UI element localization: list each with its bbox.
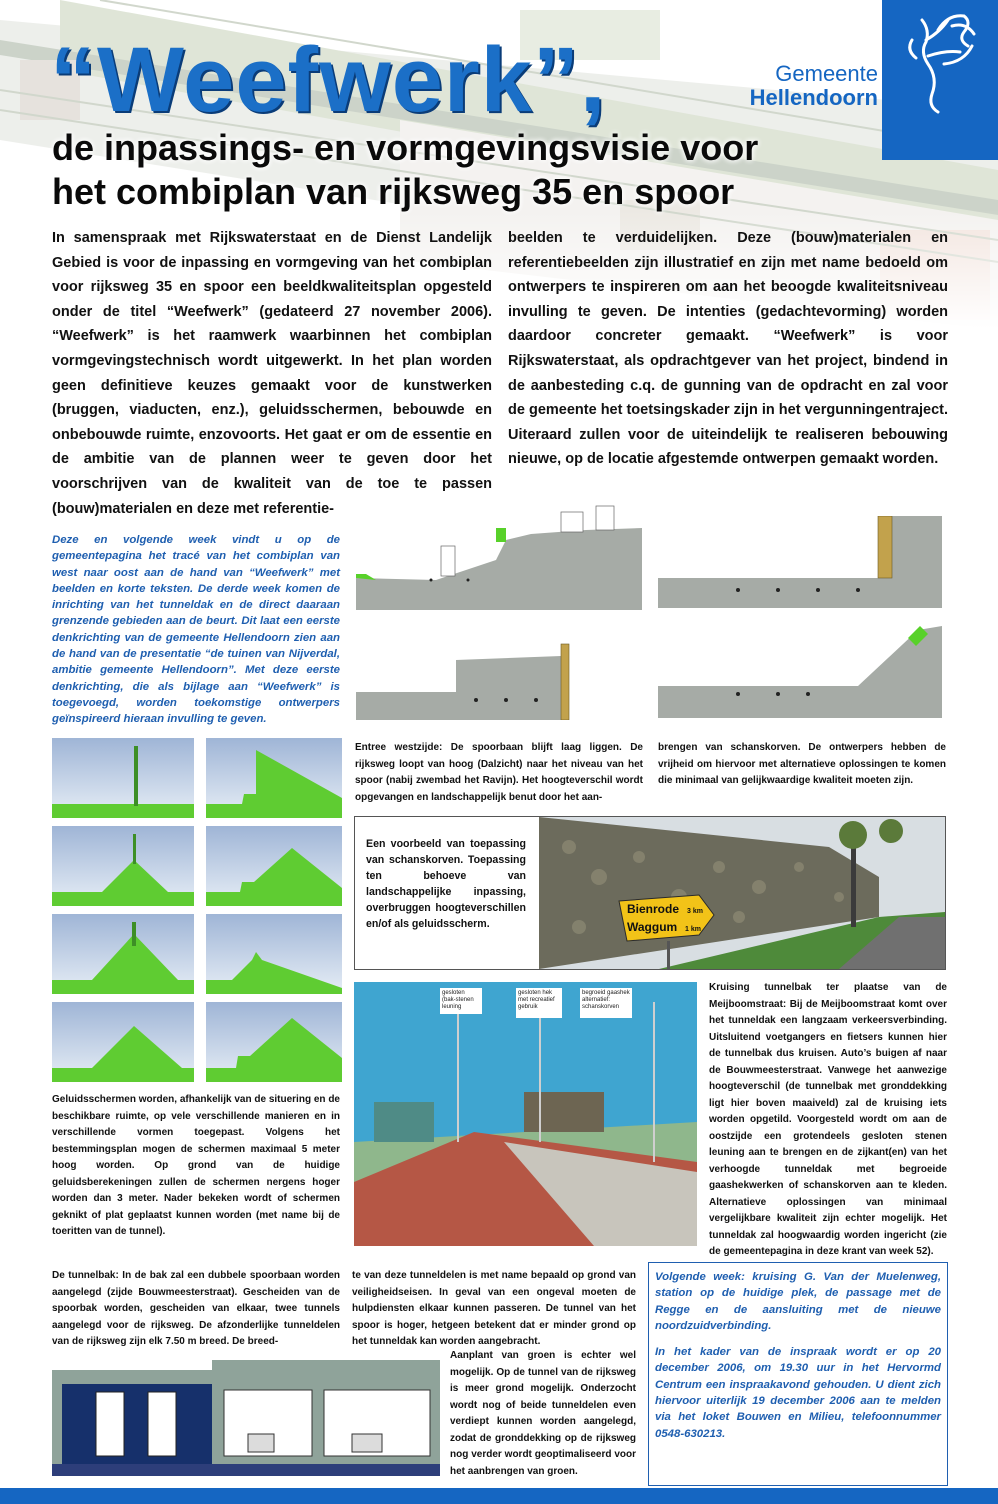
intro-text-left-column: In samenspraak met Rijkswaterstaat en de Dienst Landelijk Gebied is voor de inpassing en vormgeving van het combiplan voor rijksweg 35 en spoor een beeldkwaliteitsplan opgesteld onder de titel “Weefwerk” (gedateerd 27 november 2006). “Weefwerk” is het raamwerk waarbinnen het combiplan vormgevingstechnisch wordt uitgewerkt. In het plan worden geen definitieve keuzes gemaakt voor de kunstwerken (bruggen, viaducten, enz.), geluidsschermen, bebouwde en onbebouwde ruimte, enzovoorts. Het gaat er om de essentie en de ambitie van de plannen weer te geven door het voorschrijven van de kwaliteit van de toe te passen (bouw)materialen en deze met referentie- bbox=[52, 230, 492, 517]
entree-caption-col2: brengen van schanskorven. De ontwerpers hebben de vrijheid om hiervoor met alternatieve oplossingen te komen die minimaal van gelijkwaardige kwaliteit moeten zijn. bbox=[658, 742, 946, 786]
intro-text-right-column: beelden te verduidelijken. Deze (bouw)materialen en referentiebeelden zijn illustratief en zijn met name bedoeld om ontwerpers te inspireren om aan het beoogde kwaliteitsniveau invulling te geven. De intenties (gedachtevorming) worden daardoor concreter gemaakt. “Weefwerk” is voor Rijkswaterstaat, als opdrachtgever van het project, bindend in de aanbesteding c.q. de gunning van de opdracht en zal voor de gemeente het toetsingskader zijn in het vergunningentraject. Uiteraard zullen voor de uiteindelijk te realiseren bebouwing nieuwe, op de locatie afgestemde ontwerpen gemaakt worden. bbox=[508, 230, 948, 468]
gabion-example-caption: Een voorbeeld van toepassing van schanskorven. Toepassing ten behoeve van landschappelijke inpassing, overbruggen hoogteverschillen en/of als geluidsscherm. bbox=[366, 838, 526, 930]
sign-distance-bienrode: 3 km bbox=[687, 908, 703, 915]
tunnelbak-caption-col1: De tunnelbak: In de bak zal een dubbele spoorbaan worden aangelegd (zijde Bouwmeesterstraat). Gescheiden van de spoorbak worden, gescheiden van elkaar, twee tunnels aangelegd voor de rijksweg. De afzonderlijke tunneldelen van de rijksweg zijn elk 7.50 m breed. De breed- bbox=[52, 1270, 340, 1347]
municipality-place-label: Hellendoorn bbox=[749, 85, 878, 110]
page-subtitle-line-2: het combiplan van rijksweg 35 en spoor bbox=[52, 171, 735, 212]
render-label-2: gesloten hek met recreatief gebruik bbox=[518, 990, 555, 1010]
next-week-notice-box bbox=[648, 1262, 948, 1486]
tunnelbak-caption-col2: te van deze tunneldelen is met name bepaald op grond van veiligheidseisen. In geval van een ongeval moeten de hulpdiensten elkaar kunnen passeren. De tunnel van het spoor is hoger, hetgeen betekent dat er minder grond op het tunneldak kan worden aangebracht. bbox=[352, 1270, 636, 1347]
render-label-1: gesloten (bak-stenen leuning bbox=[442, 990, 474, 1010]
cross-section-west-entry-2 bbox=[658, 516, 942, 608]
meijboomstraat-crossing-render bbox=[354, 982, 697, 1246]
page-subtitle-line-1: de inpassings- en vormgevingsvisie voor bbox=[52, 127, 759, 168]
page-title: “Weefwerk”, bbox=[50, 29, 607, 131]
entree-caption-col1: Entree westzijde: De spoorbaan blijft laag liggen. De rijksweg loopt van hoog (Dalzicht) naar het niveau van het spoor (nabij zwembad het Ravijn). Het hoogteverschil wordt opgevangen en landschappelijk benut door het aan- bbox=[355, 742, 643, 803]
next-week-paragraph: Volgende week: kruising G. Van der Muelenweg, station op de huidige plek, de passage met de Regge en de aansluiting met de nieuwe noordzuidverbinding. bbox=[655, 1271, 941, 1332]
inspraak-paragraph: In het kader van de inspraak wordt er op 20 december 2006, om 19.30 uur in het Hervormd Centrum een inspraakavond gehouden. U dient zich hiervoor uiterlijk 19 december 2006 aan te melden via het loket Bouwen en Milieu, telefoonnummer 0548-630213. bbox=[655, 1346, 941, 1440]
sign-distance-waggum: 1 km bbox=[685, 926, 701, 933]
cross-section-west-entry-4 bbox=[658, 620, 942, 718]
tree-figure-icon bbox=[882, 0, 998, 160]
kruising-caption: Kruising tunnelbak ter plaatse van de Meijboomstraat: Bij de Meijboomstraat komt over het tunneldak een langzaam verkeersverbinding. Uitsluitend voetgangers en fietsers kunnen hier de tunnelbak dus kruisen. Auto’s buigen af naar de Bouwmeesterstraat. Vanwege het aanwezige hoogteverschil (de tunnelbak met gronddekking ligt hier boven maaiveld) zal de kruising iets worden opgetild. Voorgesteld wordt om aan de oostzijde een grotendeels gesloten stenen leuning aan te brengen en de zijkant(en) van het verhoogde tunneldak met begroeide gaashekwerken of schanskorven aan te kleden. Alternatieve oplossingen van minimaal vergelijkbare kwaliteit zijn echter mogelijk. Het tunneldak zal hoogwaardig worden ingericht (zie de gemeentepagina in deze krant van week 52). bbox=[709, 982, 947, 1257]
noise-barrier-variants-grid bbox=[52, 738, 342, 1082]
municipality-name-label: Gemeente bbox=[775, 61, 878, 86]
municipality-logo bbox=[882, 0, 998, 160]
sign-text-bienrode: Bienrode bbox=[627, 902, 680, 916]
bottom-brand-bar bbox=[0, 1488, 998, 1504]
cross-section-west-entry-1 bbox=[356, 500, 642, 610]
tunnel-cross-section-drawing bbox=[52, 1356, 440, 1476]
gabion-wall-photo bbox=[539, 817, 945, 969]
lead-paragraph: Deze en volgende week vindt u op de gemeentepagina het tracé van het combiplan van west naar oost aan de hand van “Weefwerk” met beelden en korte teksten. De derde week komen de inrichting van het tunneldak en de direct daaraan grenzende gebieden aan de beurt. Dit laat een eerste denkrichting van de gemeente Hellendoorn zien aan de hand van de presentatie “de tuinen van Nijverdal, ambitie gemeente Hellendoorn”. Met deze eerste denkrichting, die als bijlage aan “Weefwerk” is toegevoegd, worden toekomstige ontwerpers geïnspireerd hieraan invulling te geven. bbox=[52, 534, 340, 726]
tunnelbak-caption-col3: Aanplant van groen is echter wel mogelijk. Op de tunnel van de rijksweg is meer grond mogelijk. Onderzocht wordt nog of beide tunneldelen even verdiept kunnen worden aangelegd, zodat de gronddekking op de rijksweg nog verder wordt geoptimaliseerd voor het aanbrengen van groen. bbox=[450, 1350, 636, 1477]
noise-barrier-caption: Geluidsschermen worden, afhankelijk van de situering en de beschikbare ruimte, op vele verschillende manieren en in verschillende vormen toegepast. Volgens het bestemmingsplan mogen de schermen maximaal 5 meter hoog worden. Op grond van de huidige geluidsberekeningen zullen de schermen nergens hoger worden dan 3 meter. Nader bekeken wordt of schermen geknikt of plat geplaatst kunnen worden (met name bij de toeritten van de tunnel). bbox=[52, 1094, 340, 1237]
cross-section-west-entry-3 bbox=[356, 640, 642, 720]
render-label-3: begroeid gaashek alternatief: schanskorven bbox=[582, 990, 630, 1010]
sign-text-waggum: Waggum bbox=[627, 920, 678, 934]
